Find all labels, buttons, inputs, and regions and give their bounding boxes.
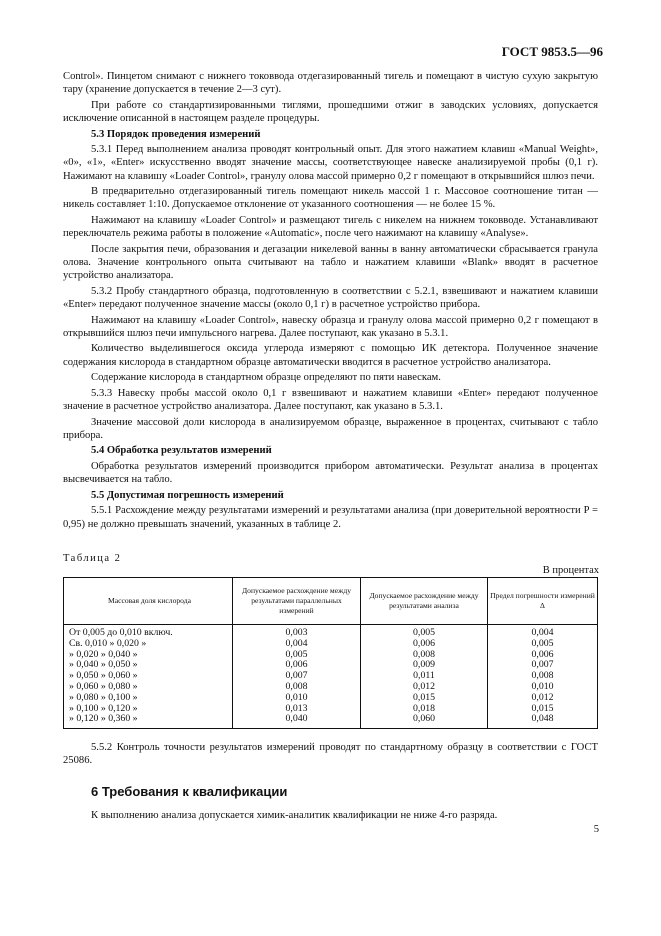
table-row — [64, 714, 598, 728]
table-cell: 0,008 — [233, 682, 361, 693]
paragraph: При работе со стандартизированными тиглями, прошедшими отжиг в заводских условиях, допускается исключение описанной в настоящем разделе процедуры. — [63, 99, 598, 124]
paragraph: Обработка результатов измерений производится прибором автоматически. Результат анализа в процентах высвечивается на табло. — [63, 460, 598, 486]
paragraph: 5.3.3 Навеску пробы массой около 0,1 г взвешивают и нажатием клавиши «Enter» передают полученное значение в расчетное устройство анализатора. Далее поступают, как указано в 5.3.1. — [63, 387, 598, 412]
paragraph: Нажимают на клавишу «Loader Control» и размещают тигель с никелем на нижнем токовводе. Устанавливают переключатель режима работы в положение «Automatic», после чего нажимают на клавишу «Analyse». — [63, 214, 598, 240]
table-cell: 0,048 — [488, 714, 598, 728]
paragraph: Количество выделившегося оксида углерода измеряют с помощью ИК детектора. Полученное значение содержания кислорода в стандартном образце автоматически вводится в расчетное устройство анализатора. — [63, 343, 598, 368]
table-cell: 0,015 — [361, 693, 488, 704]
table-cell: 0,018 — [361, 704, 488, 715]
paragraph: 5.5.1 Расхождение между результатами измерений и результатами анализа (при доверительной вероятности P = 0,95) не должно превышать значений, указанных в таблице 2. — [63, 505, 598, 530]
body-text — [63, 70, 598, 533]
table-row — [64, 693, 598, 704]
table-cell: 0,012 — [488, 693, 598, 704]
column-header: Допускаемое расхождение между результатами анализа — [361, 578, 488, 625]
paragraph: Control». Пинцетом снимают с нижнего токоввода отдегазированный тигель и помещают в чистую сухую закрытую тару (хранение допускается в течение 2—3 сут). — [63, 71, 598, 96]
paragraph: 5.5.2 Контроль точности результатов измерений проводят по стандартному образцу в соответствии с ГОСТ 25086. — [63, 742, 598, 767]
table-cell: 0,012 — [361, 682, 488, 693]
table-cell: » 0,100 » 0,120 » — [64, 704, 233, 715]
table-cell: 0,009 — [361, 660, 488, 671]
table-cell: 0,010 — [488, 682, 598, 693]
table-row — [64, 704, 598, 715]
table-cell: 0,006 — [361, 639, 488, 650]
table-cell: От 0,005 до 0,010 включ. — [64, 625, 233, 639]
table-row — [64, 650, 598, 661]
paragraph: Значение массовой доли кислорода в анализируемом образце, выраженное в процентах, считывают с табло прибора. — [63, 416, 598, 441]
paragraph: После закрытия печи, образования и дегазации никелевой ванны в ванну автоматически сбрасывается гранула олова. Значение контрольного опыта считывают на табло и нажатием клавиши «Blank» вводят в расчетное устройство анализатора. — [63, 243, 598, 282]
table-row — [64, 682, 598, 693]
table-cell: 0,004 — [233, 639, 361, 650]
paragraph: Нажимают на клавишу «Loader Control», навеску образца и гранулу олова массой примерно 0,2 г помещают в открывшийся шлюз печи импульсного нагрева. Далее поступают, как указано в 5.3.1. — [63, 314, 598, 339]
table-row — [64, 625, 598, 639]
table-cell: 0,007 — [488, 660, 598, 671]
table-unit: В процентах — [542, 565, 599, 576]
paragraph: 5.3.1 Перед выполнением анализа проводят контрольный опыт. Для этого нажатием клавиш «Manual Weight», «0», «1», «Enter» искусственно вводят значение массы, соответствующее навеске анализируемой пробы (0,1 г). Нажимают на клавишу «Loader Control», гранулу олова массой примерно 0,2 г помещают в открывшийся шлюз печи. — [63, 144, 598, 182]
table-row — [64, 639, 598, 650]
subsection-heading: 5.3 Порядок проведения измерений — [91, 128, 261, 140]
table-cell: » 0,080 » 0,100 » — [64, 693, 233, 704]
table-cell: 0,005 — [488, 639, 598, 650]
table-cell: 0,008 — [361, 650, 488, 661]
column-header: Массовая доля кислорода — [64, 578, 233, 625]
subsection-heading: 5.4 Обработка результатов измерений — [91, 445, 272, 457]
table-cell: » 0,050 » 0,060 » — [64, 671, 233, 682]
table-cell: 0,011 — [361, 671, 488, 682]
table-cell: 0,003 — [233, 625, 361, 639]
table-cell: » 0,040 » 0,050 » — [64, 660, 233, 671]
tolerance-table — [63, 577, 598, 729]
table-cell: 0,005 — [233, 650, 361, 661]
column-header: Допускаемое расхождение между результатами параллельных измерений — [233, 578, 361, 625]
table-cell: » 0,120 » 0,360 » — [64, 714, 233, 728]
table-cell: 0,013 — [233, 704, 361, 715]
table-cell: 0,010 — [233, 693, 361, 704]
table-cell: 0,060 — [361, 714, 488, 728]
paragraph: К выполнению анализа допускается химик-аналитик квалификации не ниже 4-го разряда. — [91, 810, 498, 821]
paragraph: Содержание кислорода в стандартном образце определяют по пяти навескам. — [91, 372, 441, 384]
table-row — [64, 660, 598, 671]
table-cell: 0,040 — [233, 714, 361, 728]
table-cell: 0,007 — [233, 671, 361, 682]
table-cell: 0,004 — [488, 625, 598, 639]
table-cell: 0,006 — [488, 650, 598, 661]
table-caption: Таблица 2 — [63, 553, 122, 564]
table-header-row — [64, 578, 598, 625]
table-cell: 0,015 — [488, 704, 598, 715]
table-cell: 0,008 — [488, 671, 598, 682]
table-cell: 0,006 — [233, 660, 361, 671]
paragraph: 5.3.2 Пробу стандартного образца, подготовленную в соответствии с 5.2.1, взвешивают и нажатием клавиши «Enter» передают полученное значение массы (около 0,1 г) в расчетное устройство прибора. — [63, 285, 598, 310]
table-cell: » 0,060 » 0,080 » — [64, 682, 233, 693]
subsection-heading: 5.5 Допустимая погрешность измерений — [91, 489, 284, 501]
document-id-header: ГОСТ 9853.5—96 — [501, 44, 603, 59]
paragraph: В предварительно отдегазированный тигель помещают никель массой 1 г. Массовое соотношение титан — никель составляет 1:10. Допускаемое отклонение от указанного соотношения — не более 15 %. — [63, 186, 598, 211]
after-table-text — [63, 741, 598, 767]
column-header: Предел погрешности измерений Δ — [488, 578, 598, 625]
page-number: 5 — [593, 824, 599, 835]
table-cell: » 0,020 » 0,040 » — [64, 650, 233, 661]
table-row — [64, 671, 598, 682]
section-heading: 6 Требования к квалификации — [91, 784, 288, 799]
table-cell: 0,005 — [361, 625, 488, 639]
table-cell: Св. 0,010 » 0,020 » — [64, 639, 233, 650]
